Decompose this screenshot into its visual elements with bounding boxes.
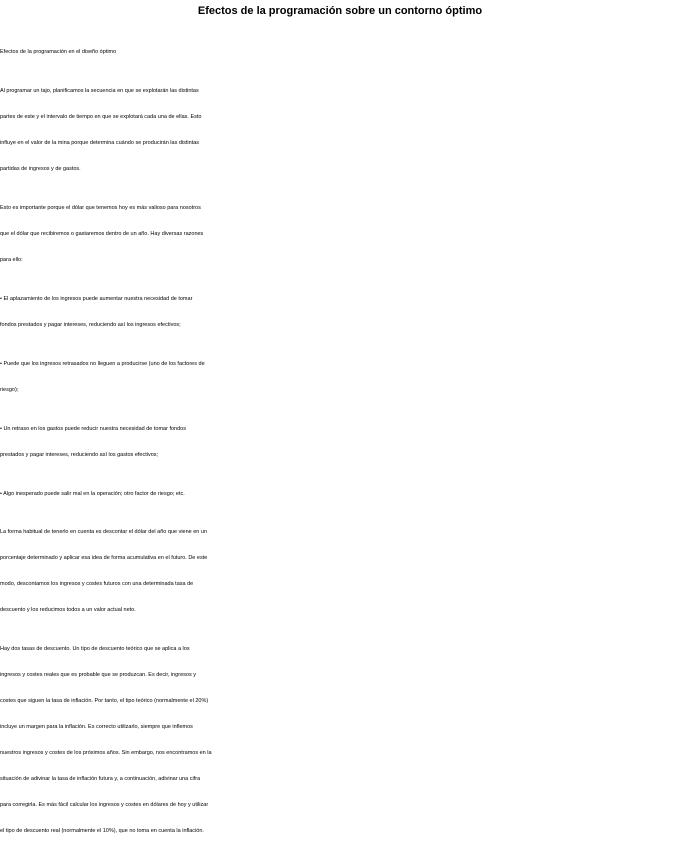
text-line: modo, descontamos los ingresos y costes futuros con una determinada tasa de (0, 581, 194, 587)
text-line: descuento y los reducimos todos a un valor actual neto. (0, 607, 136, 613)
text-line: incluye un margen para la inflación. Es correcto utilizarlo, siempre que inflemos (0, 724, 193, 730)
paragraph-programacion (0, 78, 680, 182)
paragraph-forma-habitual (0, 519, 680, 623)
page-title: Efectos de la programación sobre un contorno óptimo (197, 5, 483, 17)
text-line: Esto es importante porque el dólar que tenemos hoy es más valioso para nosotros (0, 205, 201, 211)
text-line: situación de adivinar la tasa de inflación futura y, a continuación, adivinar una cifra (0, 776, 201, 782)
text-line: que el dólar que recibiremos o gastaremos dentro de un año. Hay diversas razones (0, 231, 204, 237)
paragraph-tasas-descuento (0, 636, 680, 844)
text-line: Hay dos tasas de descuento. Un tipo de descuento teórico que se aplica a los (0, 646, 190, 652)
text-line: • Puede que los ingresos retrasados no lleguen a producirse (uno de los factores de (0, 361, 205, 367)
bullet-ingresos-retrasados (0, 351, 680, 403)
text-line: • Un retraso en los gastos puede reducir nuestra necesidad de tomar fondos (0, 426, 186, 432)
text-line: • Algo inesperado puede salir mal en la operación; otro factor de riesgo; etc. (0, 491, 185, 497)
text-line: La forma habitual de tenerlo en cuenta es descontar el dólar del año que viene en un (0, 529, 208, 535)
text-line: • El aplazamiento de los ingresos puede aumentar nuestra necesidad de tomar (0, 296, 193, 302)
bullet-aplazamiento (0, 286, 680, 338)
bullet-algo-inesperado (0, 481, 680, 507)
text-line: influye en el valor de la mina porque determina cuándo se producirán las distintas (0, 140, 200, 146)
text-line: el tipo de descuento real (normalmente el 10%), que no toma en cuenta la inflación. (0, 828, 204, 834)
text-line: porcentaje determinado y aplicar esa idea de forma acumulativa en el futuro. De este (0, 555, 208, 561)
text-line: fondos prestados y pagar intereses, reduciendo así los ingresos efectivos; (0, 322, 181, 328)
paragraph-dolar (0, 195, 680, 273)
text-line: costes que siguen la tasa de inflación. Por tanto, el tipo teórico (normalmente el 20%) (0, 698, 209, 704)
text-line: Al programar un tajo, planificamos la secuencia en que se explotarán las distintas (0, 88, 199, 94)
text-line: para ello: (0, 257, 23, 263)
bullet-retraso-gastos (0, 416, 680, 468)
text-line: prestados y pagar intereses, reduciendo así los gastos efectivos; (0, 452, 159, 458)
text-line: nuestros ingresos y costes de los próximos años. Sin embargo, nos encontramos en la (0, 750, 212, 756)
subtitle-text: Efectos de la programación en el diseño óptimo (0, 49, 117, 55)
text-line: ingresos y costes reales que es probable que se produzcan. Es decir, ingresos y (0, 672, 196, 678)
text-line: partidas de ingresos y de gastos. (0, 166, 81, 172)
subtitle (0, 39, 680, 65)
text-line: partes de este y el intervalo de tiempo en que se explotará cada una de ellas. Esto (0, 114, 202, 120)
text-line: riesgo); (0, 387, 19, 393)
text-line: para corregirla. Es más fácil calcular los ingresos y costes en dólares de hoy y utilizar (0, 802, 209, 808)
